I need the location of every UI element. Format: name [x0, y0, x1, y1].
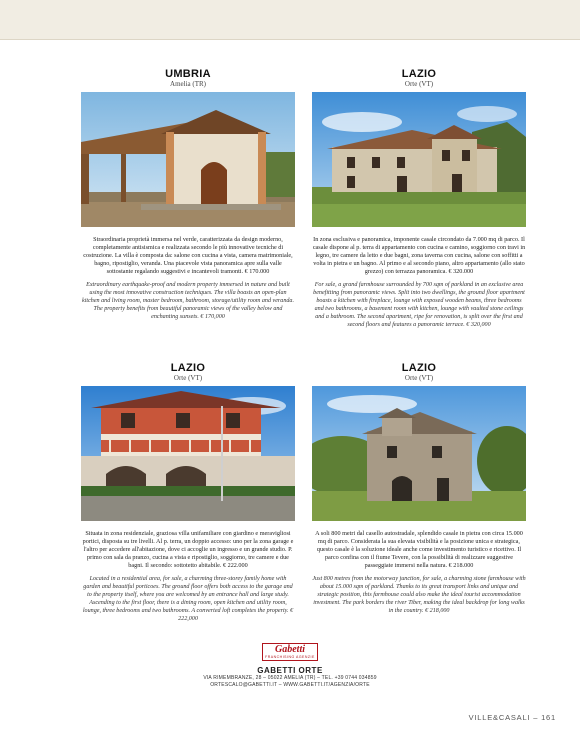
listing-lazio-orte-3 [312, 362, 526, 615]
photo-farmhouse [312, 92, 526, 227]
listing-region: LAZIO [401, 68, 437, 80]
listing-region: LAZIO [170, 362, 206, 374]
listing-lazio-orte-2 [81, 362, 295, 623]
top-band [0, 0, 580, 40]
listing-region: LAZIO [401, 362, 437, 374]
listing-description-it: Situata in zona residenziale, graziosa villa unifamiliare con giardino e meravigliosi portici, disposta su tre livelli. Al p. terra, un doppio accesso: uno per la zona garage e l'altro per accedere all'abitazione, dove ci accoglie un ingresso e un grande studio. P. primo con sala da pranzo, cucina a vista e ripostiglio, soggiorno, tre camere e due bagni. Il secondo: sottotetto abitabile. € 222.000 [82, 530, 294, 569]
agency-name: GABETTI ORTE [257, 666, 323, 675]
logo-subtext: FRANCHISING AGENZIE [265, 655, 315, 659]
listing-description-it: Straordinaria proprietà immersa nel verde, caratterizzata da design moderno, completamente antisismica e realizzata secondo le più innovative tecniche di costruzione. La villa è composta da: salone con cucina a vista, camera matrimoniale, bagno, ripostiglio, veranda. Una piacevole vista panoramica apre sulla valle sottostante regalando suggestivi e incantevoli tramonti. € 170.000 [83, 236, 293, 275]
listing-town: Orte (VT) [404, 374, 434, 382]
agency-block [160, 643, 420, 689]
photo-villa-construction [81, 92, 295, 227]
listing-town: Orte (VT) [173, 374, 203, 382]
listing-description-en: Located in a residential area, for sale, a charming three-storey family home with garden and beautiful porticoes. The ground floor offers both access to the garage and to the property itself, where you are welcomed by an entrance hall and large study. Ascending to the first floor, there is a dining room, open kitchen and utility room, lounge, three bedrooms and two bathrooms. A converted loft completes the property. € 222,000 [82, 576, 294, 622]
listing-description-it: A soli 800 metri dal casello autostradale, splendido casale in pietra con circa 15.000 mq di parco. Considerata la sua elevata visibilità e la posizione unica e strategica, questo casale è la soluzione ideale anche come investimento turistico e ricettivo. Il parco confina con il fiume Tevere, con la possibilità di realizzare suggestive passeggiate immersi nella natura. € 218.000 [315, 530, 523, 569]
listing-town: Orte (VT) [404, 80, 434, 88]
listing-description-it: In zona esclusiva e panoramica, imponente casale circondato da 7.000 mq di parco. Il casale dispone al p. terra di appartamento con cucina e camino, soggiorno con travi in legno, tre camere da letto e due bagni, zona taverna con cucina, salone con soffitti a volta in pietra e un bagno. Al primo e al secondo piano, altro appartamento (allo stato grezzo) con terrazza panoramica. € 320.000 [312, 236, 526, 275]
listing-description-en: Just 800 metres from the motorway junction, for sale, a charming stone farmhouse with about 15.000 sqm of parkland. Thanks to its great transport links and unique and strategic position, this farmhouse could also make the ideal tourist accommodation investment. The park borders the river Tiber, making the ideal backdrop for long walks in the country. € 218,000 [312, 576, 526, 614]
listing-lazio-orte-1 [312, 68, 526, 329]
listing-umbria-amelia [81, 68, 295, 321]
agency-address: VIA RIMEMBRANZE, 28 – 05022 AMELIA (TR) – TEL. +39 0744 034859 [203, 675, 377, 681]
photo-family-villa [81, 386, 295, 521]
listing-town: Amelia (TR) [170, 80, 206, 88]
listing-description-en: Extraordinary earthquake-proof and modern property immersed in nature and built using the most innovative construction techniques. The villa boasts an open-plan kitchen and living room, master bedroom, bathroom, storage/utility room and veranda. The property benefits from beautiful panoramic views of the valley below and enchanting sunsets. € 170,000 [81, 282, 295, 320]
logo-wordmark: Gabetti [275, 644, 305, 655]
page-folio: VILLE&CASALI – 161 [468, 713, 556, 722]
listing-description-en: For sale, a grand farmhouse surrounded by 700 sqm of parkland in an exclusive area benefitting from panoramic views. Split into two dwellings, the ground floor apartment boasts a kitchen with fireplace, lounge with exposed wooden beams, three bedrooms and two bathrooms, a basement room with kitchen, lounge with vaulted stone ceilings and a bathroom. The second apartment, ripe for renovation, is split over the first and second floors and features a panoramic terrace. € 320,000 [313, 282, 525, 328]
gabetti-logo [262, 643, 318, 661]
photo-stone-farmhouse [312, 386, 526, 521]
agency-contacts[interactable]: ORTESCALO@GABETTI.IT – WWW.GABETTI.IT/AGENZIA/ORTE [210, 682, 370, 688]
listing-region: UMBRIA [165, 68, 211, 80]
